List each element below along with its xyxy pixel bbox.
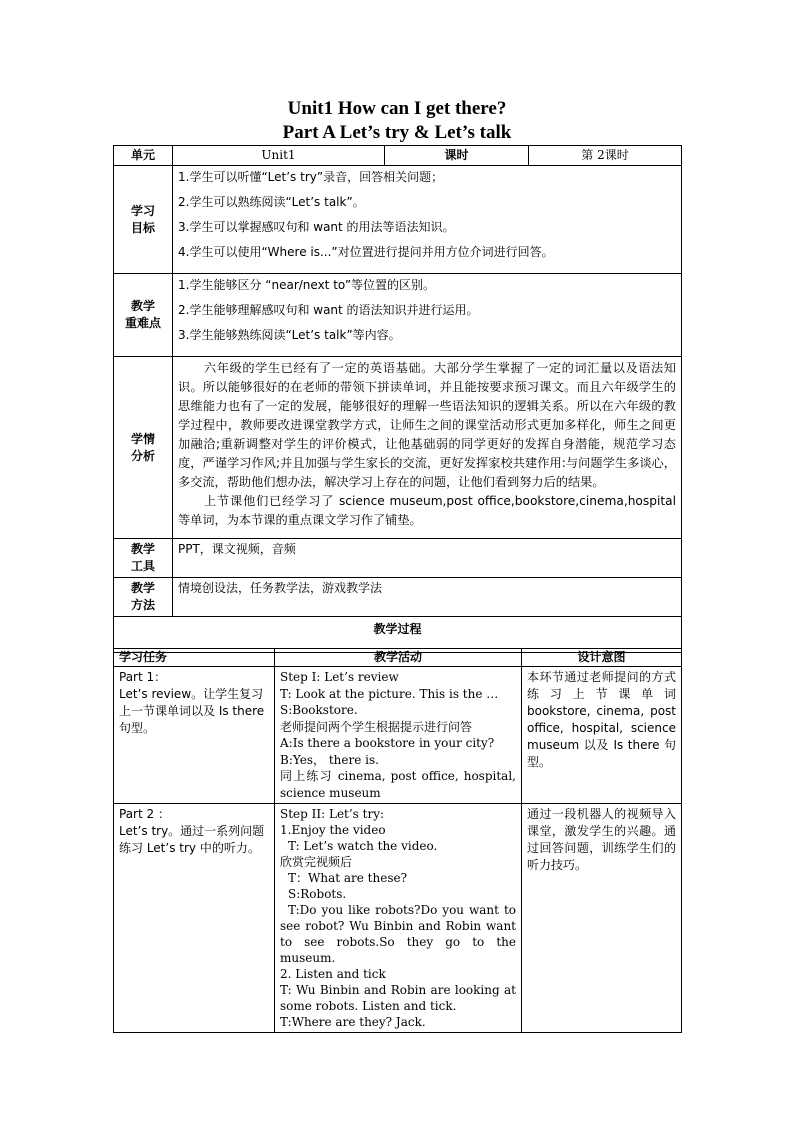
process-title: 教学过程 [114, 617, 682, 653]
intent-header: 设计意图 [522, 649, 682, 667]
task-header: 学习任务 [114, 649, 275, 667]
objective-item: 4.学生可以使用“Where is...”对位置进行提问并用方位介词进行回答。 [178, 245, 554, 259]
period-label: 课时 [385, 146, 529, 166]
methods-label: 教学 方法 [114, 578, 173, 617]
part1-row [114, 667, 682, 804]
unit-row [114, 146, 682, 166]
analysis-row [114, 357, 682, 539]
part2-task [114, 804, 275, 1033]
page-subtitle: Part A Let’s try & Let’s talk [282, 122, 512, 143]
unit-value: Unit1 [173, 146, 385, 166]
methods-row [114, 578, 682, 617]
part2-task-title: Part 2 ： [119, 807, 170, 821]
period-value: 第 2课时 [529, 146, 682, 166]
objectives-label: 学习 目标 [114, 166, 173, 274]
analysis-content [173, 357, 682, 539]
key-points-content [173, 274, 682, 357]
lesson-info-table [113, 145, 682, 653]
tools-row [114, 539, 682, 578]
objectives-content [173, 166, 682, 274]
tools-value: PPT，课文视频，音频 [173, 539, 682, 578]
page-title: Unit1 How can I get there? [287, 98, 507, 119]
part1-task-title: Part 1： [119, 670, 167, 684]
part1-task [114, 667, 275, 804]
part2-intent: 通过一段机器人的视频导入课堂，激发学生的兴趣。通过回答问题，训练学生们的听力技巧。 [522, 804, 682, 1033]
methods-value: 情境创设法，任务教学法，游戏教学法 [173, 578, 682, 617]
part1-activity: Step I: Let’s review T: Look at the picture. This is the … S:Bookstore. 老师提问两个学生根据提示进行问答 A:Is there a bookstore in your city? B:Yes， there is. 同上练习 cinema, post office, hospital, science museum [275, 667, 522, 804]
process-table [113, 648, 682, 1033]
part2-task-desc: Let’s try。通过一系列问题练习 Let’s try 中的听力。 [119, 824, 265, 855]
key-point-item: 2.学生能够理解感叹句和 want 的语法知识并进行运用。 [178, 303, 479, 317]
key-points-row [114, 274, 682, 357]
process-header-row [114, 649, 682, 667]
part1-intent: 本环节通过老师提问的方式练习上节课单词 bookstore, cinema, post office, hospital, science museum 以及 Is there 句型。 [522, 667, 682, 804]
analysis-paragraph: 六年级的学生已经有了一定的英语基础。大部分学生掌握了一定的词汇量以及语法知识。所以能够很好的在老师的带领下拼读单词，并且能按要求预习课文。而且六年级学生的思维能力也有了一定的发展，能够很好的理解一些语法知识的逻辑关系。所以在六年级的教学过程中，教师要改进课堂教学方式，让师生之间的课堂活动形式更加多样化，师生之间更加融洽;重新调整对学生的评价模式，让他基础弱的同学更好的发挥自身潜能，规范学习态度，严谨学习作风;并且加强与学生家长的交流，更好发挥家校共建作用:与问题学生多谈心，多交流，帮助他们想办法，解决学习上存在的问题，让他们看到努力后的结果。 [178, 361, 676, 489]
part2-activity: Step II: Let’s try: 1.Enjoy the video T: Let’s watch the video. 欣赏完视频后 T：What are these? S:Robots. T:Do you like robots?Do you want to see robot? Wu Binbin and Robin want to see robots.So they go to the museum. 2. Listen and tick T: Wu Binbin and Robin are looking at some robots. Listen and tick. T:Where are they? Jack. [275, 804, 522, 1033]
key-points-label: 教学 重难点 [114, 274, 173, 357]
tools-label: 教学 工具 [114, 539, 173, 578]
analysis-label: 学情 分析 [114, 357, 173, 539]
key-point-item: 1.学生能够区分 “near/next to”等位置的区别。 [178, 278, 436, 292]
part1-task-desc: Let’s review。让学生复习上一节课单词以及 Is there 句型。 [119, 687, 265, 735]
unit-label: 单元 [114, 146, 173, 166]
objective-item: 2.学生可以熟练阅读“Let’s talk”。 [178, 195, 365, 209]
analysis-paragraph: 上节课他们已经学习了 science museum,post office,bookstore,cinema,hospital 等单词，为本节课的重点课文学习作了铺垫。 [178, 494, 676, 527]
objective-item: 3.学生可以掌握感叹句和 want 的用法等语法知识。 [178, 220, 455, 234]
objective-item: 1.学生可以听懂“Let’s try”录音，回答相关问题； [178, 170, 444, 184]
part2-row [114, 804, 682, 1033]
activity-header: 教学活动 [275, 649, 522, 667]
key-point-item: 3.学生能够熟练阅读“Let’s talk”等内容。 [178, 328, 401, 342]
objectives-row [114, 166, 682, 274]
